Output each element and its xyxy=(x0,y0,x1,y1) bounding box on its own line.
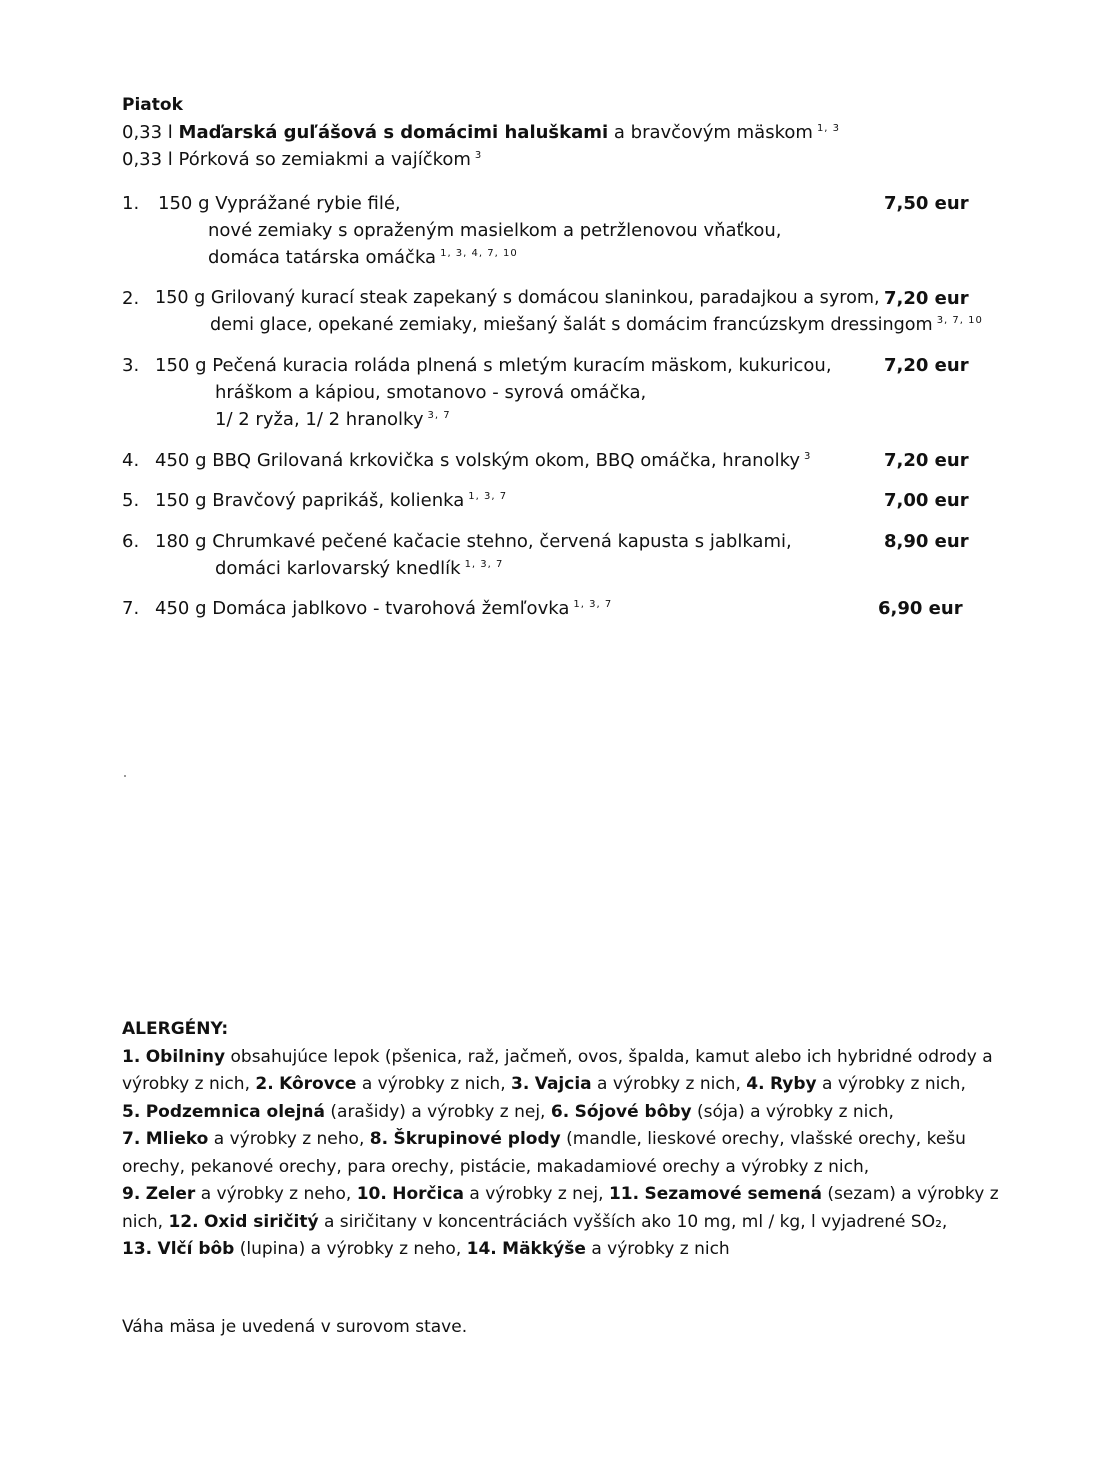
item-line: hráškom a kápiou, smotanovo - syrová omáčka, xyxy=(215,382,647,403)
item-number: 2. xyxy=(122,288,140,309)
item-allergens: 1, 3, 7 xyxy=(464,559,504,570)
item-allergens: 1, 3, 7 xyxy=(468,491,508,502)
item-allergens: 1, 3, 4, 7, 10 xyxy=(440,248,518,259)
item-number: 3. xyxy=(122,355,140,376)
item-price: 7,20 eur xyxy=(884,355,969,376)
soup-line-2 xyxy=(122,149,482,170)
day-heading: Piatok xyxy=(122,95,183,115)
soup-line-1 xyxy=(122,122,840,143)
item-allergens: 3, 7, 10 xyxy=(936,315,983,327)
item-line-last: 450 g Domáca jablkovo - tvarohová žemľovka $^{1, 3, 7}$ xyxy=(155,598,613,619)
item-number: 1. xyxy=(122,193,140,214)
allergens-section xyxy=(122,1019,1006,1264)
item-line: 150 g Grilovaný kurací steak zapekaný s domácou slaninkou, paradajkou a syrom, xyxy=(155,288,880,308)
item-line: nové zemiaky s opraženým masielkom a petržlenovou vňaťkou, xyxy=(208,220,782,241)
item-line-last: 450 g BBQ Grilovaná krkovička s volským okom, BBQ omáčka, hranolky $^3$ xyxy=(155,450,812,471)
item-line-last: 1/ 2 ryža, 1/ 2 hranolky $^{3, 7}$ xyxy=(215,409,451,430)
item-number: 5. xyxy=(122,490,140,511)
item-line-last: domáca tatárska omáčka $^{1, 3, 4, 7, 10}$ xyxy=(208,247,518,268)
item-number: 6. xyxy=(122,531,140,552)
item-number: 7. xyxy=(122,598,140,619)
item-price: 6,90 eur xyxy=(878,598,963,619)
item-allergens: 3, 7 xyxy=(427,410,451,421)
soup-rest: a bravčovým mäskom xyxy=(613,122,813,143)
item-line: 180 g Chrumkavé pečené kačacie stehno, červená kapusta s jablkami, xyxy=(155,531,792,552)
item-number: 4. xyxy=(122,450,140,471)
soup-name: Maďarská guľášová s domácimi haluškami xyxy=(178,122,609,143)
weight-note: Váha mäsa je uvedená v surovom stave. xyxy=(122,1317,468,1337)
soup-allergens: 3 xyxy=(474,150,483,161)
item-price: 7,00 eur xyxy=(884,490,969,511)
allergens-heading: ALERGÉNY: xyxy=(122,1019,229,1039)
item-line-last: demi glace, opekané zemiaky, miešaný šalát s domácim francúzskym dressingom $^{3, 7, 10}$ xyxy=(210,315,983,335)
item-price: 7,20 eur xyxy=(884,288,969,309)
item-price: 7,50 eur xyxy=(884,193,969,214)
item-allergens: 1, 3, 7 xyxy=(573,599,613,610)
item-price: 7,20 eur xyxy=(884,450,969,471)
item-allergens: 3 xyxy=(804,451,812,462)
soup-qty: 0,33 l xyxy=(122,149,173,170)
item-line: 150 g Pečená kuracia roláda plnená s mletým kuracím mäskom, kukuricou, xyxy=(155,355,832,376)
item-line-last: 150 g Bravčový paprikáš, kolienka $^{1, 3, 7}$ xyxy=(155,490,508,511)
allergens-text: 1. Obilniny obsahujúce lepok (pšenica, raž, jačmeň, ovos, špalda, kamut alebo ich hybridné odrody a výrobky z nich, 2. Kôrovce a výrobky z nich, 3. Vajcia a výrobky z nich, 4. Ryby a výrobky z nich, 5. Podzemnica olejná (arašidy) a výrobky z nej, 6. Sójové bôby (sója) a výrobky z nich, 7. Mlieko a výrobky z neho, 8. Škrupinové plody (mandle, lieskové orechy, vlašské orechy, kešu orechy, pekanové orechy, para orechy, pistácie, makadamiové orechy a výrobky z nich, 9. Zeler a výrobky z neho, 10. Horčica a výrobky z nej, 11. Sezamové semená (sezam) a výrobky z nich, 12. Oxid siričitý a siričitany v koncentráciách vyšších ako 10 mg, ml / kg, l vyjadrené SO₂, 13. Vlčí bôb (lupina) a výrobky z neho, 14. Mäkkýše a výrobky z nich xyxy=(122,1046,999,1259)
item-price: 8,90 eur xyxy=(884,531,969,552)
item-line-last: domáci karlovarský knedlík $^{1, 3, 7}$ xyxy=(215,558,504,579)
soup-name: Pórková so zemiakmi a vajíčkom xyxy=(178,149,471,170)
soup-qty: 0,33 l xyxy=(122,122,173,143)
stray-dot xyxy=(124,775,126,777)
item-line: 150 g Vyprážané rybie filé, xyxy=(158,193,401,214)
soup-allergens: 1, 3 xyxy=(816,123,841,134)
